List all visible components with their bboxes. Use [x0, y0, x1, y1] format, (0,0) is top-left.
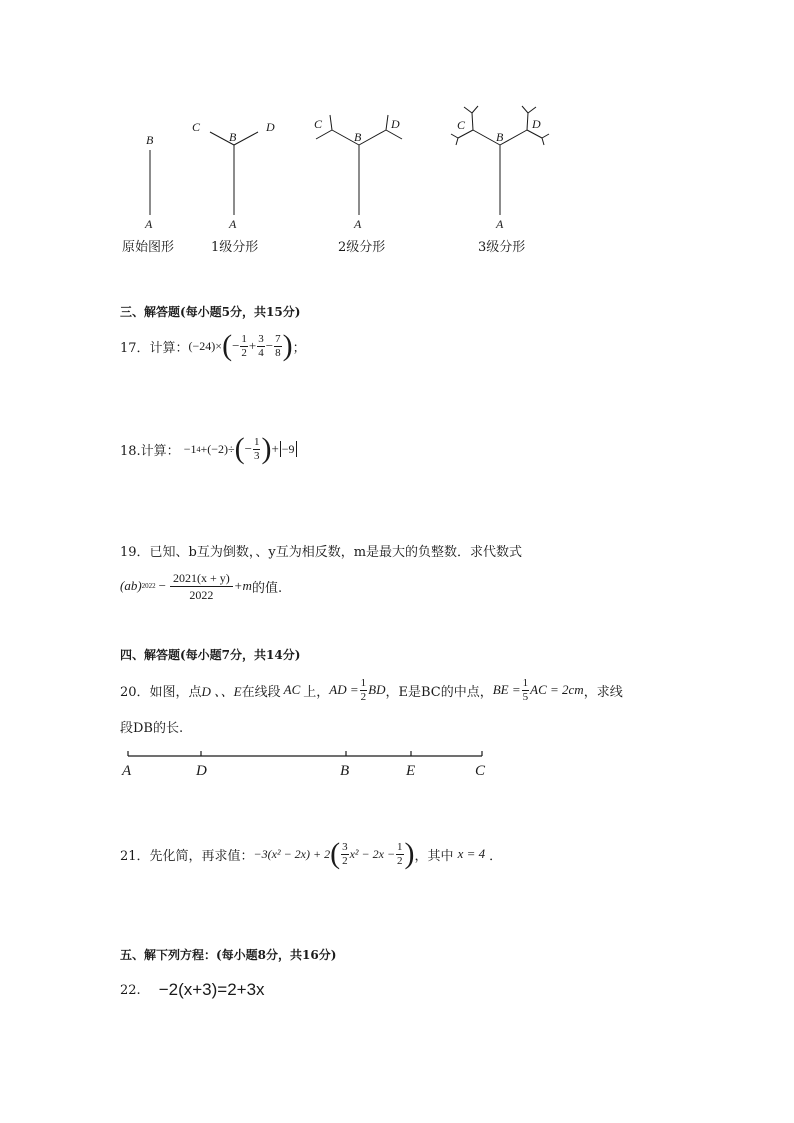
q17-tail: ；	[292, 340, 306, 356]
caption-level1: 1级分形	[211, 240, 259, 255]
label-c-level3: C	[457, 118, 466, 132]
q22-equation: −2(x+3)=2+3x	[158, 980, 265, 999]
q17-lead: (−24)×	[188, 338, 223, 353]
q17-prefix: 17．计算：	[120, 340, 189, 356]
q20-seg: AC	[283, 682, 301, 697]
q18-sign: −	[244, 441, 252, 456]
q20-mid: ，E是BC的中点，	[385, 684, 493, 700]
q17-sign: −	[232, 338, 240, 353]
segment-label-b: B	[340, 763, 350, 779]
section5-heading: 五、解下列方程：(每小题8分，共16分)	[120, 948, 337, 962]
q21-mid: x² − 2x −	[349, 846, 396, 861]
q20-intro: 20．如图，点	[120, 684, 202, 700]
label-a-original: A	[145, 217, 153, 231]
segment-label-c: C	[475, 763, 486, 779]
q20-frac2: $\frac{1}{5}$	[522, 676, 529, 703]
q21-cond: x = 4	[457, 846, 486, 861]
q19-exp: 2022	[141, 582, 156, 590]
q19-tail: +m	[233, 578, 252, 593]
q19-base: (ab)	[120, 578, 142, 593]
question-22	[120, 980, 265, 1000]
q21-rparen: )	[404, 837, 415, 870]
question-21	[120, 835, 502, 873]
label-d-level3: D	[532, 117, 541, 131]
q20-be: BE =	[492, 682, 521, 697]
caption-original: 原始图形	[122, 240, 175, 255]
label-c-level1: C	[192, 120, 201, 134]
q17-frac3: $\frac{7}{8}$	[275, 332, 281, 359]
q21-lparen: (	[330, 837, 341, 870]
q18-abs-right	[296, 441, 297, 457]
q21-prefix: 21．先化简，再求值：	[120, 848, 254, 864]
segment-diagram	[118, 745, 498, 781]
question-17	[120, 329, 306, 363]
q21-tail: ，其中	[414, 848, 454, 864]
q20-on-seg: 在线段	[241, 684, 281, 700]
question-19-line1: 19．已知、b互为倒数，、y互为相反数，m是最大的负整数．求代数式	[120, 545, 523, 560]
q21-frac2: $\frac{1}{2}$	[397, 840, 403, 867]
q21-frac1: $\frac{3}{2}$	[342, 840, 348, 867]
q18-frac: $\frac{1}{3}$	[253, 435, 260, 462]
q17-lparen: (	[222, 329, 233, 362]
label-d-level2: D	[391, 117, 400, 131]
question-18	[120, 431, 298, 467]
q20-ac: AC = 2cm	[530, 682, 584, 697]
label-b-level1: B	[229, 130, 237, 144]
label-a-level3: A	[496, 217, 504, 231]
q17-rparen: )	[282, 329, 293, 362]
q17-frac1: $\frac{1}{2}$	[241, 332, 247, 359]
question-20-line2: 段DB的长.	[120, 721, 184, 736]
q20-points: D 、、E	[201, 683, 242, 699]
q18-abs: −9	[281, 441, 295, 456]
q18-abs-left	[280, 441, 281, 457]
segment-label-a: A	[122, 763, 132, 779]
label-a-level2: A	[354, 217, 362, 231]
q20-bd: BD	[368, 682, 386, 697]
q22-number: 22.	[120, 982, 141, 998]
caption-level3: 3级分形	[478, 240, 526, 255]
q17-frac2: $\frac{3}{4}$	[258, 332, 264, 359]
q19-frac: $\frac{2021(x + y)}{2022}$	[170, 572, 233, 601]
q21-end: ．	[489, 848, 503, 864]
q18-prefix: 18.计算：	[120, 443, 180, 459]
q20-tail: ，求线	[583, 684, 623, 700]
q17-plus: +	[248, 338, 257, 353]
segment-label-e: E	[406, 763, 416, 779]
q21-expr-a: −3(x² − 2x) + 2	[253, 846, 331, 861]
label-c-level2: C	[314, 117, 323, 131]
q18-mid: +(−2)÷	[200, 441, 235, 456]
segment-label-d: D	[196, 763, 207, 779]
q18-exp: 4	[196, 444, 201, 454]
q18-rparen: )	[261, 432, 272, 465]
q18-lparen: (	[234, 432, 245, 465]
label-a-level1: A	[229, 217, 237, 231]
q19-end: 的值.	[251, 580, 283, 596]
question-19-line2	[120, 567, 282, 605]
label-b-level2: B	[354, 130, 362, 144]
q17-minus: −	[265, 338, 274, 353]
q20-frac1: $\frac{1}{2}$	[360, 676, 367, 703]
q18-plus: +	[271, 441, 279, 456]
label-b-original: B	[146, 133, 154, 147]
question-20-line1	[120, 672, 623, 708]
label-b-level3: B	[496, 130, 504, 144]
q20-ad: AD =	[329, 682, 359, 697]
q18-lead: −1	[183, 441, 197, 456]
label-d-level1: D	[266, 120, 275, 134]
caption-level2: 2级分形	[338, 240, 386, 255]
q20-on-comma: 上，	[303, 684, 330, 700]
q19-minus: −	[158, 578, 167, 593]
section4-heading: 四、解答题(每小题7分，共14分)	[120, 648, 301, 662]
section3-heading: 三、解答题(每小题5分，共15分)	[120, 305, 301, 319]
